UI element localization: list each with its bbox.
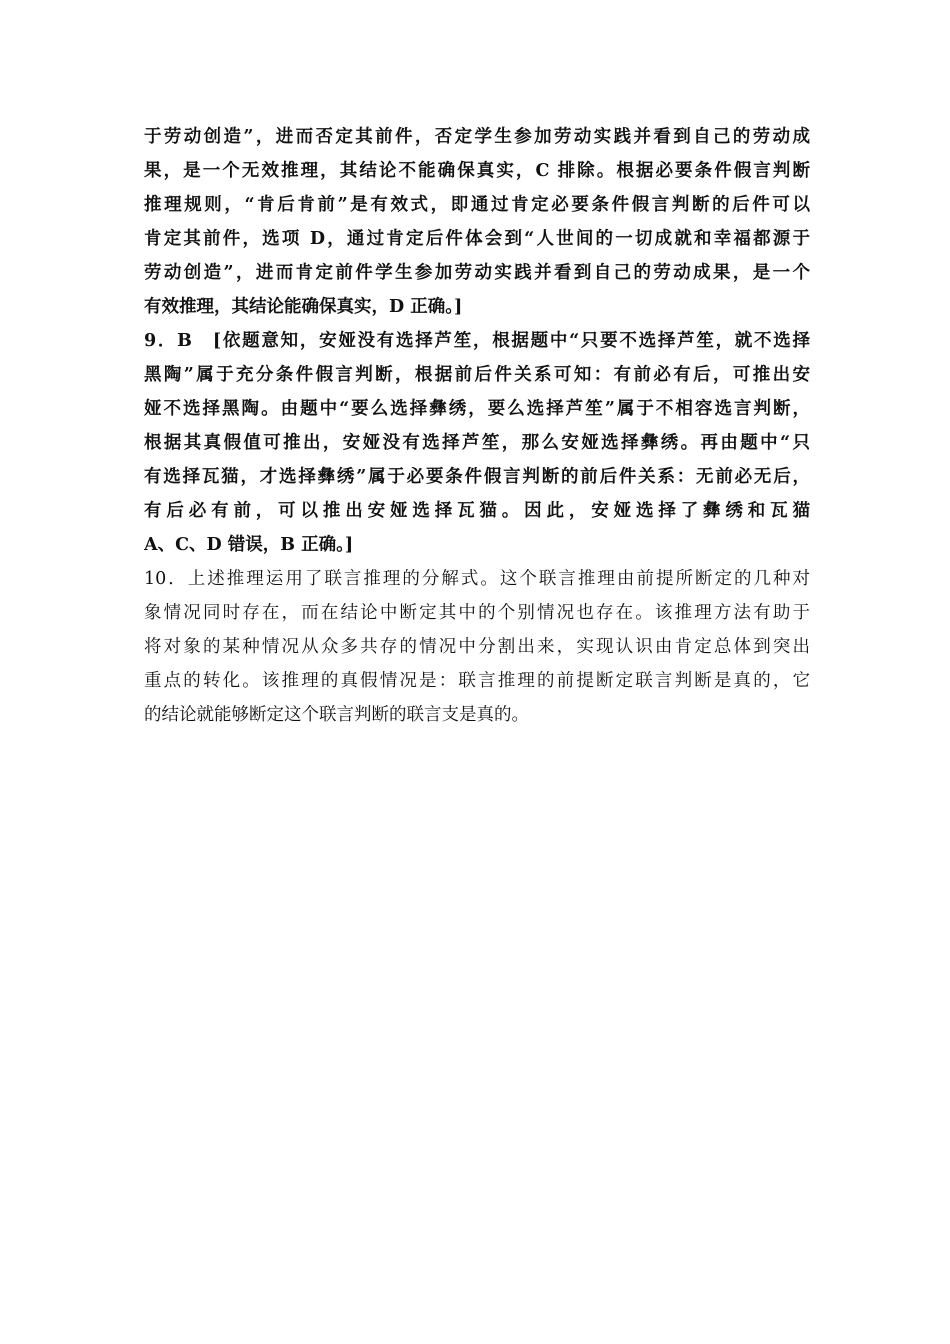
answer-8-continued-line-5: 劳动创造”，进而肯定前件学生参加劳动实践并看到自己的劳动成果，是一个 bbox=[144, 263, 810, 283]
answer-8-continued-line-3: 推理规则，“肯后肯前”是有效式，即通过肯定必要条件假言判断的后件可以 bbox=[144, 195, 810, 215]
answer-8-continued-line-1: 于劳动创造”，进而否定其前件，否定学生参加劳动实践并看到自己的劳动成 bbox=[144, 127, 810, 147]
answer-10-line-3: 将对象的某种情况从众多共存的情况中分割出来，实现认识由肯定总体到突出 bbox=[144, 637, 810, 657]
answer-10-line-2: 象情况同时存在，而在结论中断定其中的个别情况也存在。该推理方法有助于 bbox=[144, 603, 810, 623]
answer-8-continued-line-4: 肯定其前件，选项 D，通过肯定后件体会到“人世间的一切成就和幸福都源于 bbox=[144, 229, 810, 249]
answer-8-continued-line-6: 有效推理，其结论能确保真实，D 正确。] bbox=[144, 297, 463, 317]
answer-9-line-3: 娅不选择黑陶。由题中“要么选择彝绣，要么选择芦笙”属于不相容选言判断， bbox=[144, 399, 810, 419]
answer-8-continued-line-2: 果，是一个无效推理，其结论不能确保真实，C 排除。根据必要条件假言判断 bbox=[144, 161, 810, 181]
answer-10-line-4: 重点的转化。该推理的真假情况是：联言推理的前提断定联言判断是真的，它 bbox=[144, 671, 810, 691]
answer-9-line-1: 9．B [依题意知，安娅没有选择芦笙，根据题中“只要不选择芦笙，就不选择 bbox=[144, 331, 810, 351]
answer-9-line-2: 黑陶”属于充分条件假言判断，根据前后件关系可知：有前必有后，可推出安 bbox=[144, 365, 810, 385]
answer-9-line-4: 根据其真假值可推出，安娅没有选择芦笙，那么安娅选择彝绣。再由题中“只 bbox=[144, 433, 810, 453]
answer-10-line-1: 10．上述推理运用了联言推理的分解式。这个联言推理由前提所断定的几种对 bbox=[144, 569, 810, 589]
answer-9-line-7: A、C、D 错误，B 正确。] bbox=[144, 535, 354, 555]
answer-9-line-5: 有选择瓦猫，才选择彝绣”属于必要条件假言判断的前后件关系：无前必无后， bbox=[144, 467, 810, 487]
answer-10-line-5: 的结论就能够断定这个联言判断的联言支是真的。 bbox=[144, 705, 529, 725]
answer-9-line-6: 有后必有前，可以推出安娅选择瓦猫。因此，安娅选择了彝绣和瓦猫 bbox=[144, 501, 810, 521]
